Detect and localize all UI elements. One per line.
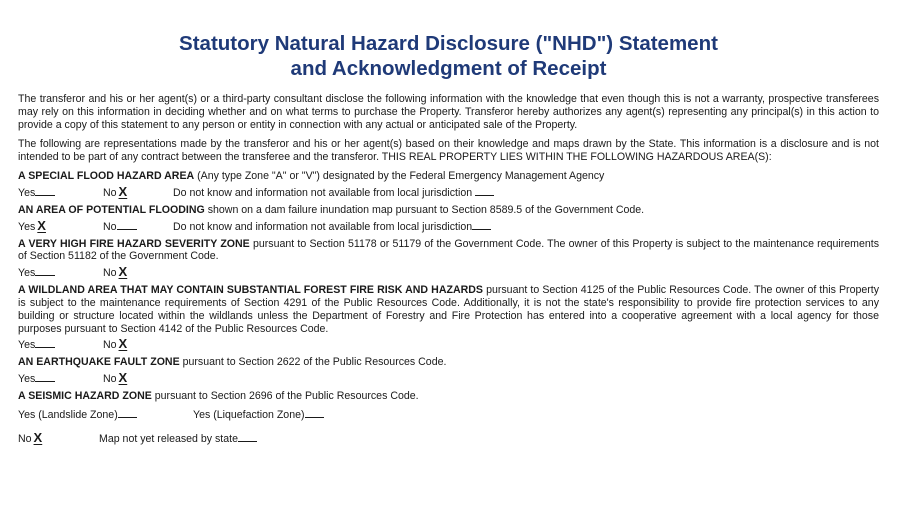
section-flood-hazard bbox=[18, 170, 879, 198]
seismic-no-answers bbox=[18, 431, 879, 444]
section-wildland bbox=[18, 284, 879, 350]
section-earthquake-text bbox=[18, 356, 879, 369]
yes-blank bbox=[35, 371, 55, 382]
dam-no-option[interactable] bbox=[103, 219, 137, 234]
no-label: No bbox=[103, 373, 117, 386]
yes-blank bbox=[35, 265, 55, 276]
section-dam-flooding bbox=[18, 204, 879, 232]
landslide-blank bbox=[118, 407, 137, 418]
no-blank bbox=[117, 219, 137, 230]
fire-no-mark: X bbox=[118, 264, 128, 280]
seismic-no-option[interactable] bbox=[18, 431, 56, 446]
section-fire-body: pursuant to Section 51178 or 51179 of the Government Code. The owner of this Property is subject to the maintenance requirements of Section 51182 of the Government Code. bbox=[18, 237, 879, 263]
earthquake-yes-option[interactable] bbox=[18, 371, 55, 386]
title-line-1: Statutory Natural Hazard Disclosure ("NHD") Statement bbox=[179, 32, 718, 55]
flood-yes-option[interactable] bbox=[18, 185, 55, 200]
no-label: No bbox=[103, 220, 117, 233]
seismic-liquefaction-option[interactable] bbox=[193, 407, 324, 422]
section-seismic-body: pursuant to Section 2696 of the Public Resources Code. bbox=[151, 390, 419, 403]
yes-liquefaction-label: Yes (Liquefaction Zone) bbox=[193, 408, 305, 421]
section-wildland-text bbox=[18, 284, 879, 335]
section-flood-body: (Any type Zone "A" or "V") designated by the Federal Emergency Management Agency bbox=[194, 169, 605, 182]
fire-no-option[interactable] bbox=[103, 265, 141, 280]
dam-yes-mark: X bbox=[37, 217, 46, 233]
section-seismic-heading: A SEISMIC HAZARD ZONE bbox=[18, 390, 152, 403]
no-label: No bbox=[103, 339, 117, 352]
wildland-yes-option[interactable] bbox=[18, 337, 55, 352]
dam-dont-know-option[interactable] bbox=[173, 219, 491, 234]
no-label: No bbox=[103, 267, 117, 280]
yes-label: Yes bbox=[18, 220, 36, 233]
yes-label: Yes bbox=[18, 267, 36, 280]
section-dam-text bbox=[18, 204, 879, 217]
earthquake-answers bbox=[18, 371, 879, 384]
section-fire-text bbox=[18, 238, 879, 264]
section-earthquake-heading: AN EARTHQUAKE FAULT ZONE bbox=[18, 356, 180, 369]
wildland-answers bbox=[18, 337, 879, 350]
seismic-no-mark: X bbox=[33, 429, 43, 445]
section-seismic-text bbox=[18, 390, 879, 403]
yes-label: Yes bbox=[18, 186, 36, 199]
section-flood-text bbox=[18, 170, 879, 183]
section-earthquake bbox=[18, 356, 879, 384]
flood-no-option[interactable] bbox=[103, 185, 141, 200]
no-label: No bbox=[18, 432, 32, 445]
intro-paragraph-1: The transferor and his or her agent(s) or a third-party consultant disclose the following information with the knowledge that even though this is not a warranty, prospective transferees may rely on this information in deciding whether and on what terms to purchase the Property. Transferor hereby authorizes any agent(s) representing any principal(s) in this action to provide a copy of this statement to any person or entity in connection with any actual or anticipated sale of the Property. bbox=[18, 93, 879, 131]
yes-blank bbox=[35, 337, 55, 348]
document-title bbox=[18, 0, 879, 81]
yes-blank bbox=[35, 185, 55, 196]
flood-dont-know-option[interactable] bbox=[173, 185, 494, 200]
flood-no-mark: X bbox=[118, 183, 128, 199]
seismic-map-not-released-option[interactable] bbox=[99, 431, 257, 446]
seismic-landslide-option[interactable] bbox=[18, 407, 137, 422]
dont-know-label: Do not know and information not available from local jurisdiction bbox=[173, 220, 473, 233]
flood-answers bbox=[18, 185, 879, 198]
section-earthquake-body: pursuant to Section 2622 of the Public Resources Code. bbox=[179, 356, 447, 369]
section-wildland-body: pursuant to Section 4125 of the Public Resources Code. The owner of this Property is subject to the maintenance requirements of Section 4291 of the Public Resources Code. Additionally, it is not the state's responsibility to provide fire protection services to any building or structure located within the wildlands unless the Department of Forestry and Fire Protection has entered into a cooperative agreement with a local agency for those purposes pursuant to Section 4142 of the Public Resources Code. bbox=[18, 284, 880, 335]
section-fire-hazard bbox=[18, 238, 879, 279]
earthquake-no-option[interactable] bbox=[103, 371, 141, 386]
fire-yes-option[interactable] bbox=[18, 265, 55, 280]
wildland-no-mark: X bbox=[118, 336, 128, 352]
section-seismic bbox=[18, 390, 879, 444]
intro-paragraph-2: The following are representations made by the transferor and his or her agent(s) based on their knowledge and maps drawn by the State. This information is a disclosure and is not intended to be part of any contract between the transferee and the transferor. THIS REAL PROPERTY LIES WITHIN THE FOLLOWING HAZARDOUS AREA(S): bbox=[18, 138, 879, 164]
dont-know-blank bbox=[475, 185, 494, 196]
dont-know-blank bbox=[472, 219, 491, 230]
section-flood-heading: A SPECIAL FLOOD HAZARD AREA bbox=[18, 169, 195, 182]
liquefaction-blank bbox=[305, 407, 324, 418]
earthquake-no-mark: X bbox=[118, 370, 128, 386]
fire-answers bbox=[18, 265, 879, 278]
section-wildland-heading: A WILDLAND AREA THAT MAY CONTAIN SUBSTANTIAL FOREST FIRE RISK AND HAZARDS bbox=[18, 284, 483, 297]
section-dam-body: shown on a dam failure inundation map pursuant to Section 8589.5 of the Government Code. bbox=[204, 203, 645, 216]
no-label: No bbox=[103, 186, 117, 199]
seismic-yes-answers bbox=[18, 407, 879, 420]
dam-yes-option[interactable] bbox=[18, 219, 59, 234]
dam-answers bbox=[18, 219, 879, 232]
section-fire-heading: A VERY HIGH FIRE HAZARD SEVERITY ZONE bbox=[18, 237, 250, 250]
map-not-released-blank bbox=[238, 431, 257, 442]
yes-landslide-label: Yes (Landslide Zone) bbox=[18, 408, 118, 421]
yes-label: Yes bbox=[18, 373, 36, 386]
section-dam-heading: AN AREA OF POTENTIAL FLOODING bbox=[18, 203, 205, 216]
dont-know-label: Do not know and information not available from local jurisdiction bbox=[173, 186, 473, 199]
yes-label: Yes bbox=[18, 339, 36, 352]
title-line-2: and Acknowledgment of Receipt bbox=[290, 57, 607, 80]
map-not-released-label: Map not yet released by state bbox=[99, 432, 238, 445]
wildland-no-option[interactable] bbox=[103, 337, 141, 352]
